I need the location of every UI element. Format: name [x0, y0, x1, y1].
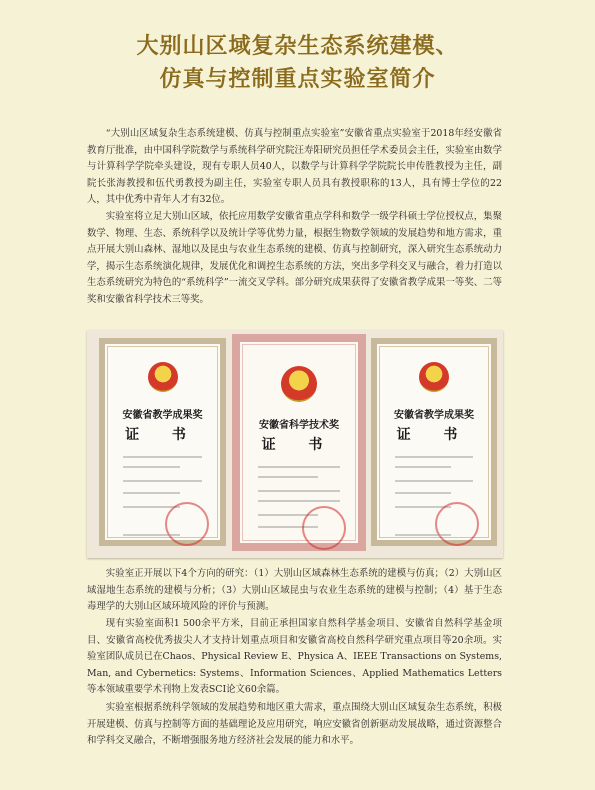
certificate-right-word: 证 书 — [396, 427, 472, 443]
national-emblem-icon — [148, 362, 178, 392]
national-emblem-icon — [281, 366, 317, 402]
text-line — [395, 456, 473, 458]
certificate-center — [232, 334, 366, 551]
text-line — [123, 492, 180, 494]
strategy-paragraph: 实验室根据系统科学领域的发展趋势和地区重大需求，重点围绕大别山区域复杂生态系统，积极开展建模、仿真与控制等方面的基础理论及应用研究，响应安徽省创新驱动发展战略，通过资源整合和学科交叉融合，不断增强服务地方经济社会发展的能力和水平。 — [87, 702, 502, 747]
certificate-right — [371, 338, 497, 546]
title-line-2: 仿真与控制重点实验室简介 — [159, 67, 436, 92]
resources-paragraph: 现有实验室面积1 500余平方米，目前正承担国家自然科学基金项目、安徽省自然科学基金项目、安徽省高校优秀拔尖人才支持计划重点项目和安徽省高校自然科学研究重点项目等20余项。实验室团队成员已在Chaos、Physical Review E、Physica A、IEEE Transactions on Systems, Man, and Cybernetics: Systems、Information Sciences、Applied Mathematics Letters等本领域重要学术刊物上发表SCI论文60余篇。 — [87, 618, 502, 696]
title-line-1: 大别山区域复杂生态系统建模、 — [136, 34, 459, 59]
text-line — [123, 456, 202, 458]
certificate-right-title: 安徽省教学成果奖 — [394, 410, 474, 421]
text-line — [395, 466, 451, 468]
red-seal-icon — [302, 506, 346, 550]
certificate-center-word: 证 书 — [261, 437, 337, 453]
red-seal-icon — [165, 502, 209, 546]
certificates-photo — [87, 330, 503, 558]
certificate-left — [99, 338, 226, 546]
text-line — [395, 534, 451, 536]
certificate-left-title: 安徽省教学成果奖 — [122, 410, 203, 421]
text-line — [123, 534, 180, 536]
research-directions-paragraph: 实验室正开展以下4个方向的研究：（1）大别山区域森林生态系统的建模与仿真；（2）大别山区域湿地生态系统的建模与分析；（3）大别山区域昆虫与农业生态系统的建模与控制；（4）基于生态毒理学的大别山区域环境风险的评价与预测。 — [87, 568, 502, 613]
text-line — [258, 490, 340, 492]
text-line — [395, 480, 473, 482]
mission-paragraph: 实验室将立足大别山区域，依托应用数学安徽省重点学科和数学一级学科硕士学位授权点，集聚数学、物理、生态、系统科学以及统计学等优势力量，根据生物数学领域的发展趋势和地方需求，重点开展大别山森林、湿地以及昆虫与农业生态系统的建模、仿真与控制研究，深入研究生态系统动力学，揭示生态系统演化规律，发展优化和调控生态系统的方法，突出多学科交叉与融合，着力打造以生态系统研究为特色的“系统科学”一流交叉学科。部分研究成果获得了安徽省教学成果一等奖、二等奖和安徽省科学技术三等奖。 — [87, 211, 502, 305]
red-seal-icon — [435, 502, 479, 546]
certificate-center-title: 安徽省科学技术奖 — [259, 420, 339, 431]
text-line — [258, 466, 340, 468]
page-title — [0, 30, 595, 96]
text-line — [395, 492, 451, 494]
text-line — [123, 480, 202, 482]
text-line — [258, 500, 340, 502]
certificate-left-word: 证 书 — [125, 427, 200, 443]
text-line — [258, 476, 318, 478]
text-line — [123, 466, 180, 468]
intro-paragraph: “大别山区域复杂生态系统建模、仿真与控制重点实验室”安徽省重点实验室于2018年经安徽省教育厅批准，由中国科学院数学与系统科学研究院汪寿阳研究员担任学术委员会主任，实验室由数学与计算科学学院牵头建设，现有专职人员40人，以数学与计算科学学院院长申传胜教授为主任，副院长张海教授和伍代勇教授为副主任，实验室专职人员具有教授职称的13人，具有博士学位的22人，其中优秀中青年人才有32位。 — [87, 128, 502, 206]
national-emblem-icon — [419, 362, 449, 392]
